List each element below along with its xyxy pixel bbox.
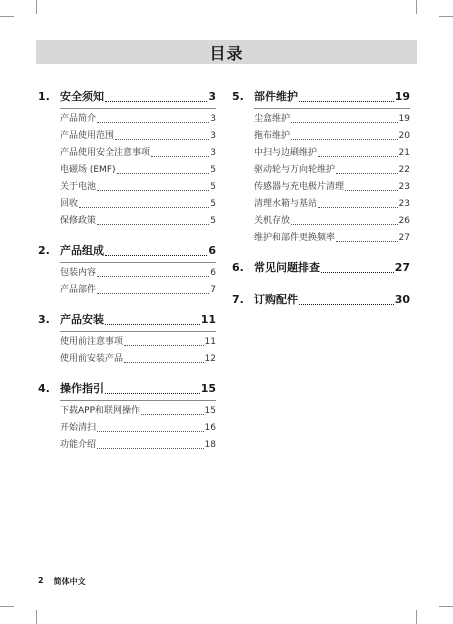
entry-title: 使用前安装产品: [60, 354, 124, 364]
entry-page: 15: [204, 406, 216, 416]
toc-entry[interactable]: [254, 230, 410, 247]
crop-mark: [416, 0, 417, 14]
entry-title: 包装内容: [60, 268, 97, 278]
dot-leader: [291, 138, 398, 140]
toc-entry[interactable]: [60, 111, 216, 128]
entry-title: 拖布维护: [254, 131, 291, 141]
entry-page: 11: [204, 337, 216, 347]
section-page: 27: [394, 261, 410, 274]
toc-entry[interactable]: [254, 162, 410, 179]
section-number: 3.: [38, 313, 50, 326]
toc-section-heading[interactable]: [38, 240, 216, 262]
entry-title: 产品部件: [60, 285, 97, 295]
section-number: 4.: [38, 382, 50, 395]
toc-entry[interactable]: [254, 196, 410, 213]
section-title: 操作指引: [60, 382, 104, 395]
toc-entries: [60, 331, 216, 368]
toc-section-heading[interactable]: [232, 257, 410, 279]
dot-leader: [115, 138, 209, 140]
section-title: 产品组成: [60, 244, 104, 257]
toc-entry[interactable]: [254, 179, 410, 196]
section-title: 订购配件: [254, 293, 298, 306]
entry-title: 维护和部件更换频率: [254, 233, 336, 243]
toc-entries: [60, 262, 216, 299]
entry-page: 23: [398, 182, 410, 192]
section-number: 1.: [38, 90, 50, 103]
dot-leader: [291, 223, 398, 225]
dot-leader: [97, 223, 209, 225]
entry-page: 6: [210, 268, 216, 278]
toc-entry[interactable]: [254, 145, 410, 162]
toc-section-heading[interactable]: [38, 309, 216, 331]
toc-left-column: [38, 86, 216, 464]
entry-page: 5: [210, 165, 216, 175]
toc-title-bar: [36, 40, 417, 64]
entry-title: 下载APP和联网操作: [60, 406, 141, 416]
entry-page: 3: [210, 114, 216, 124]
entry-page: 19: [398, 114, 410, 124]
toc-entry[interactable]: [60, 128, 216, 145]
dot-leader: [318, 206, 398, 208]
toc-section: [38, 378, 216, 454]
dot-leader: [105, 323, 200, 325]
section-title: 产品安装: [60, 313, 104, 326]
entry-title: 传感器与充电极片清理: [254, 182, 345, 192]
dot-leader: [299, 303, 394, 305]
section-page: 15: [200, 382, 216, 395]
entry-title: 使用前注意事项: [60, 337, 124, 347]
entry-page: 27: [398, 233, 410, 243]
dot-leader: [97, 430, 204, 432]
toc-entry[interactable]: [254, 128, 410, 145]
page-number: 2: [38, 576, 44, 585]
entry-title: 产品使用安全注意事项: [60, 148, 151, 158]
dot-leader: [321, 271, 394, 273]
toc-entry[interactable]: [60, 145, 216, 162]
dot-leader: [105, 100, 207, 102]
dot-leader: [97, 121, 209, 123]
entry-title: 清理水箱与基站: [254, 199, 318, 209]
entry-title: 尘盒维护: [254, 114, 291, 124]
section-page: 11: [200, 313, 216, 326]
toc-section-heading[interactable]: [232, 86, 410, 108]
toc-entry[interactable]: [60, 282, 216, 299]
entry-page: 20: [398, 131, 410, 141]
section-title: 安全须知: [60, 90, 104, 103]
entry-title: 开始清扫: [60, 423, 97, 433]
entry-page: 5: [210, 199, 216, 209]
toc-section-heading[interactable]: [232, 289, 410, 311]
toc-section: [232, 257, 410, 279]
dot-leader: [97, 292, 209, 294]
toc-entries: [60, 400, 216, 454]
toc-right-column: [232, 86, 410, 321]
entry-title: 驱动轮与万向轮维护: [254, 165, 336, 175]
toc-entry[interactable]: [60, 265, 216, 282]
section-number: 6.: [232, 261, 244, 274]
entry-page: 7: [210, 285, 216, 295]
dot-leader: [124, 344, 204, 346]
dot-leader: [97, 275, 209, 277]
dot-leader: [291, 121, 398, 123]
dot-leader: [117, 172, 210, 174]
dot-leader: [336, 240, 398, 242]
entry-page: 21: [398, 148, 410, 158]
dot-leader: [345, 189, 398, 191]
entry-page: 5: [210, 216, 216, 226]
crop-mark: [439, 606, 453, 607]
toc-section: [232, 86, 410, 247]
section-page: 3: [208, 90, 216, 103]
crop-mark: [0, 606, 14, 607]
entry-page: 18: [204, 440, 216, 450]
section-title: 常见问题排查: [254, 261, 320, 274]
entry-title: 中扫与边刷维护: [254, 148, 318, 158]
toc-entry[interactable]: [60, 351, 216, 368]
toc-section: [38, 309, 216, 368]
toc-entry[interactable]: [60, 420, 216, 437]
toc-entries: [254, 108, 410, 247]
toc-entry[interactable]: [60, 437, 216, 454]
toc-entry[interactable]: [60, 403, 216, 420]
section-number: 7.: [232, 293, 244, 306]
crop-mark: [439, 16, 453, 17]
footer-language: 简体中文: [53, 577, 86, 586]
toc-section: [232, 289, 410, 311]
toc-section: [38, 240, 216, 299]
dot-leader: [318, 155, 398, 157]
entry-title: 功能介绍: [60, 440, 97, 450]
entry-page: 16: [204, 423, 216, 433]
entry-title: 回收: [60, 199, 79, 209]
dot-leader: [299, 100, 394, 102]
entry-page: 26: [398, 216, 410, 226]
section-page: 6: [208, 244, 216, 257]
dot-leader: [79, 206, 209, 208]
section-number: 5.: [232, 90, 244, 103]
toc-section-heading[interactable]: [38, 86, 216, 108]
toc-section-heading[interactable]: [38, 378, 216, 400]
entry-page: 3: [210, 148, 216, 158]
toc-entry[interactable]: [60, 162, 216, 179]
entry-title: 产品使用范围: [60, 131, 115, 141]
dot-leader: [97, 189, 209, 191]
dot-leader: [97, 447, 204, 449]
toc-entry[interactable]: [60, 196, 216, 213]
page-footer: [38, 576, 86, 587]
dot-leader: [124, 361, 204, 363]
toc-entries: [60, 108, 216, 230]
section-page: 19: [394, 90, 410, 103]
crop-mark: [416, 610, 417, 624]
section-page: 30: [394, 293, 410, 306]
entry-page: 12: [204, 354, 216, 364]
entry-title: 关于电池: [60, 182, 97, 192]
toc-entry[interactable]: [254, 213, 410, 230]
toc-entry[interactable]: [60, 179, 216, 196]
entry-title: 产品简介: [60, 114, 97, 124]
toc-entry[interactable]: [254, 111, 410, 128]
toc-entry[interactable]: [60, 334, 216, 351]
entry-page: 5: [210, 182, 216, 192]
dot-leader: [141, 413, 204, 415]
dot-leader: [105, 392, 200, 394]
entry-page: 3: [210, 131, 216, 141]
section-title: 部件维护: [254, 90, 298, 103]
entry-title: 电磁场 (EMF): [60, 165, 116, 175]
toc-entry[interactable]: [60, 213, 216, 230]
page-title: 目录: [209, 43, 244, 63]
entry-title: 保修政策: [60, 216, 97, 226]
dot-leader: [336, 172, 398, 174]
toc-section: [38, 86, 216, 230]
section-number: 2.: [38, 244, 50, 257]
dot-leader: [105, 254, 207, 256]
crop-mark: [0, 16, 14, 17]
entry-page: 23: [398, 199, 410, 209]
crop-mark: [36, 610, 37, 624]
entry-page: 22: [398, 165, 410, 175]
crop-mark: [36, 0, 37, 14]
dot-leader: [151, 155, 209, 157]
entry-title: 关机存放: [254, 216, 291, 226]
